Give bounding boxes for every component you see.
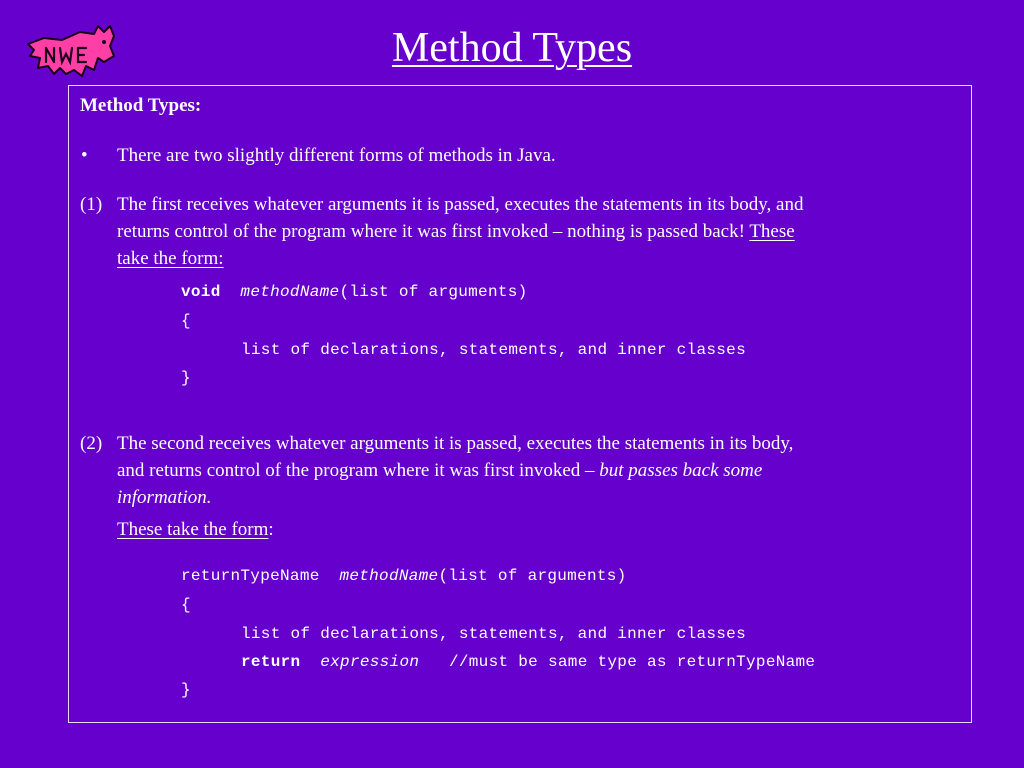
content-panel [68, 85, 972, 723]
code1-close-brace: } [181, 369, 191, 387]
code2-close-brace: } [181, 681, 191, 699]
item1-marker: (1) [80, 194, 103, 215]
code1-params: (list of arguments) [339, 283, 528, 301]
code2-return-type: returnTypeName [181, 567, 320, 585]
item2-form-underlined: These take the form [117, 519, 269, 540]
item2-line1: The second receives whatever arguments it is passed, executes the statements in its body, [117, 433, 794, 454]
bullet-text: There are two slightly different forms of methods in Java. [117, 145, 556, 166]
item2-marker: (2) [80, 433, 103, 454]
item2-line2-text: and returns control of the program where it was first invoked – [117, 460, 600, 481]
item2-line2-italic: but passes back some [599, 460, 763, 481]
item1-line3-underlined: take the form: [117, 248, 224, 269]
item1-line1: The first receives whatever arguments it is passed, executes the statements in its body, and [117, 194, 804, 215]
code1-method-name: methodName [240, 283, 340, 301]
code1-signature [181, 282, 528, 302]
code2-body: list of declarations, statements, and inner classes [241, 625, 746, 643]
code2-comment: //must be same type as returnTypeName [448, 653, 816, 671]
code2-signature [181, 566, 627, 586]
item2-line3-italic: information. [117, 487, 212, 508]
code2-open-brace: { [181, 596, 191, 614]
code1-body: list of declarations, statements, and inner classes [241, 341, 746, 359]
code2-return-keyword: return [241, 653, 301, 671]
section-heading: Method Types: [80, 95, 202, 116]
code2-params: (list of arguments) [438, 567, 627, 585]
item1-line2-text: returns control of the program where it was first invoked – nothing is passed back! [117, 221, 750, 242]
bullet-marker: • [81, 145, 88, 166]
item1-line2-underlined: These [749, 221, 795, 242]
item2-form-colon: : [268, 519, 274, 540]
item1-line2 [117, 218, 795, 245]
item2-form-line [117, 516, 274, 543]
code2-method-name: methodName [339, 567, 439, 585]
code1-open-brace: { [181, 312, 191, 330]
slide-title: Method Types [391, 25, 633, 71]
code1-void-keyword: void [181, 283, 221, 301]
code2-expression: expression [320, 653, 420, 671]
item2-line2 [117, 457, 762, 484]
code2-return-line [241, 652, 815, 672]
